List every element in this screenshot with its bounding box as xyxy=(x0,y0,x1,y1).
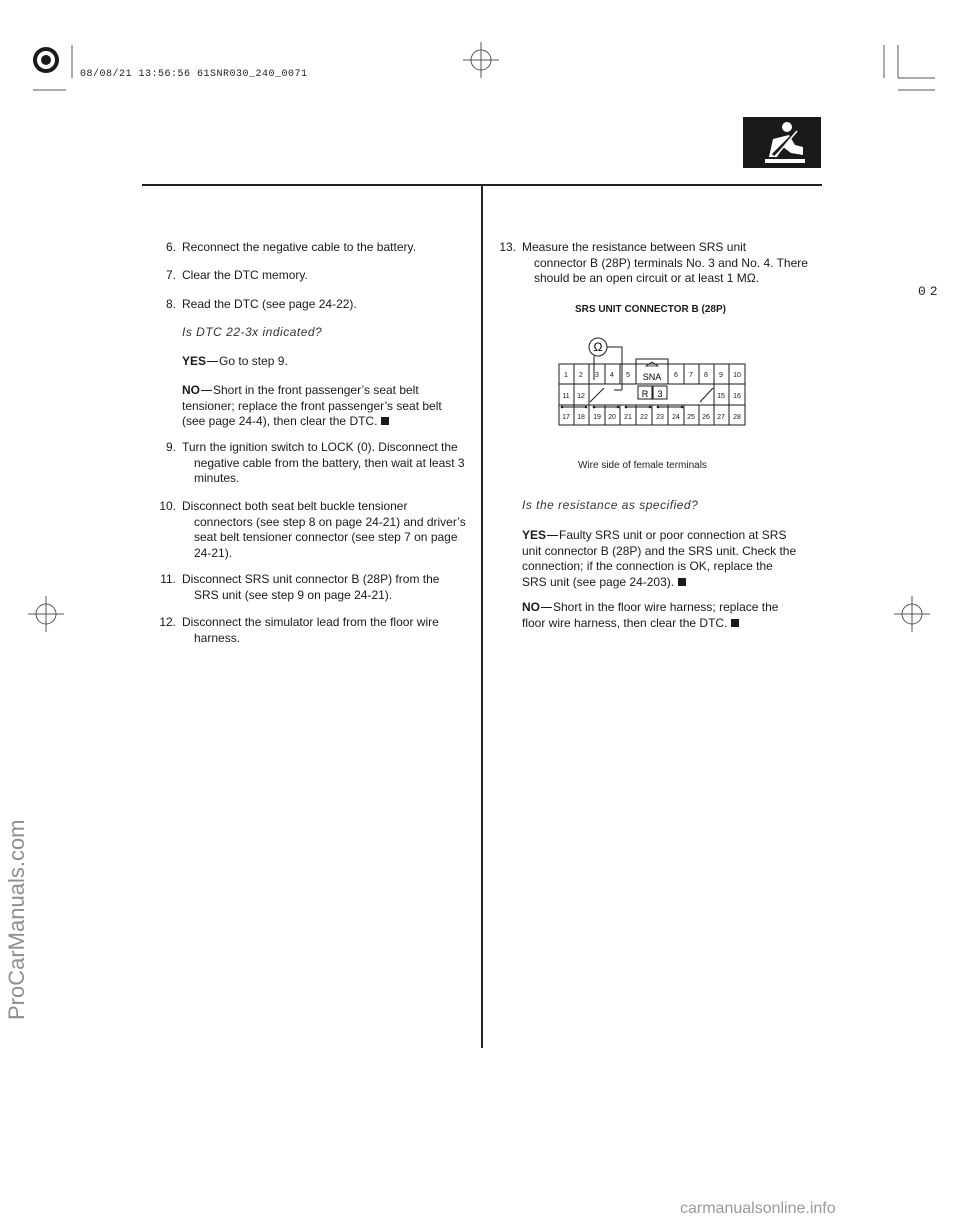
side-code: 02 xyxy=(918,284,942,299)
row3-pin-25: 25 xyxy=(687,414,695,421)
row3-pin-23: 23 xyxy=(656,414,664,421)
row2-pin-15: 15 xyxy=(717,393,725,400)
step-9: 9. Turn the ignition switch to LOCK (0). Disconnect the negative cable from the battery, then wait at least 3 minutes. xyxy=(165,440,465,485)
column-divider xyxy=(481,186,483,1048)
step-10: 10. Disconnect both seat belt buckle tensioner connectors (see step 8 on page 24-21) and driver’s seat belt tensioner connector (see step 7 on page 24-21). xyxy=(159,499,466,560)
ohm-symbol: Ω xyxy=(593,340,603,354)
row3-pin-18: 18 xyxy=(577,414,585,421)
label-sna: SNA xyxy=(642,372,662,382)
step-12: 12. Disconnect the simulator lead from the floor wire harness. xyxy=(159,615,439,645)
row3-pin-17: 17 xyxy=(562,414,570,421)
step-11: 11. Disconnect SRS unit connector B (28P) from the SRS unit (see step 9 on page 24-21). xyxy=(160,572,440,602)
answer-yes-2: YES Faulty SRS unit or poor connection at SRS unit connector B (28P) and the SRS unit. Check the connection; if the connection is OK, replace the SRS unit (see page 24-203). xyxy=(522,528,797,589)
row3-pin-22: 22 xyxy=(640,414,648,421)
label-3: 3 xyxy=(657,389,663,399)
end-mark-icon xyxy=(731,619,739,627)
step-6: 6. Reconnect the negative cable to the battery. xyxy=(165,240,416,254)
row2-pin-16: 16 xyxy=(733,393,741,400)
step-13: 13. Measure the resistance between SRS unit connector B (28P) terminals No. 3 and No. 4. There should be an open circuit or at least 1 MΩ. xyxy=(499,240,808,285)
label-r: R xyxy=(641,389,649,399)
connector-diagram xyxy=(550,320,760,430)
row3-pin-20: 20 xyxy=(608,414,616,421)
row2-pin-12: 12 xyxy=(577,393,585,400)
connector-diagram-title: SRS UNIT CONNECTOR B (28P) xyxy=(575,304,726,315)
row1-pin-5: 5 xyxy=(626,372,630,379)
row1-pin-3: 3 xyxy=(595,372,599,379)
row1-pin-2: 2 xyxy=(579,372,583,379)
connector-diagram-caption: Wire side of female terminals xyxy=(578,460,707,471)
watermark-carmanualsonline: carmanualsonline.info xyxy=(680,1200,836,1217)
end-mark-icon xyxy=(678,578,686,586)
row1-pin-6: 6 xyxy=(674,372,678,379)
row1-pin-9: 9 xyxy=(719,372,723,379)
row3-pin-19: 19 xyxy=(593,414,601,421)
end-mark-icon xyxy=(381,417,389,425)
row1-pin-10: 10 xyxy=(733,372,741,379)
row2-pin-11: 11 xyxy=(562,393,570,400)
watermark-procarmanuals: ProCarManuals.com xyxy=(4,819,29,1020)
answer-no-2: NO Short in the floor wire harness; replace the floor wire harness, then clear the DTC. xyxy=(522,600,779,630)
row1-pin-4: 4 xyxy=(610,372,614,379)
row3-pin-28: 28 xyxy=(733,414,741,421)
print-timestamp: 08/08/21 13:56:56 61SNR030_240_0071 xyxy=(80,69,308,80)
seatbelt-icon xyxy=(743,117,821,168)
row3-pin-21: 21 xyxy=(624,414,632,421)
srs-section-logo xyxy=(743,117,821,168)
row1-pin-1: 1 xyxy=(564,372,568,379)
question-dtc: Is DTC 22-3x indicated? xyxy=(182,325,323,339)
step-7: 7. Clear the DTC memory. xyxy=(165,268,308,282)
row3-pin-24: 24 xyxy=(672,414,680,421)
answer-yes-1: YES Go to step 9. xyxy=(182,354,288,368)
row1-pin-8: 8 xyxy=(704,372,708,379)
step-8: 8. Read the DTC (see page 24-22). xyxy=(165,297,357,311)
answer-no-1: NO Short in the front passenger’s seat belt tensioner; replace the front passenger’s seat belt (see page 24-4), then clear the DTC. xyxy=(182,383,442,428)
question-resistance: Is the resistance as specified? xyxy=(522,498,699,512)
row3-pin-26: 26 xyxy=(702,414,710,421)
row1-pin-7: 7 xyxy=(689,372,693,379)
row3-pin-27: 27 xyxy=(717,414,725,421)
